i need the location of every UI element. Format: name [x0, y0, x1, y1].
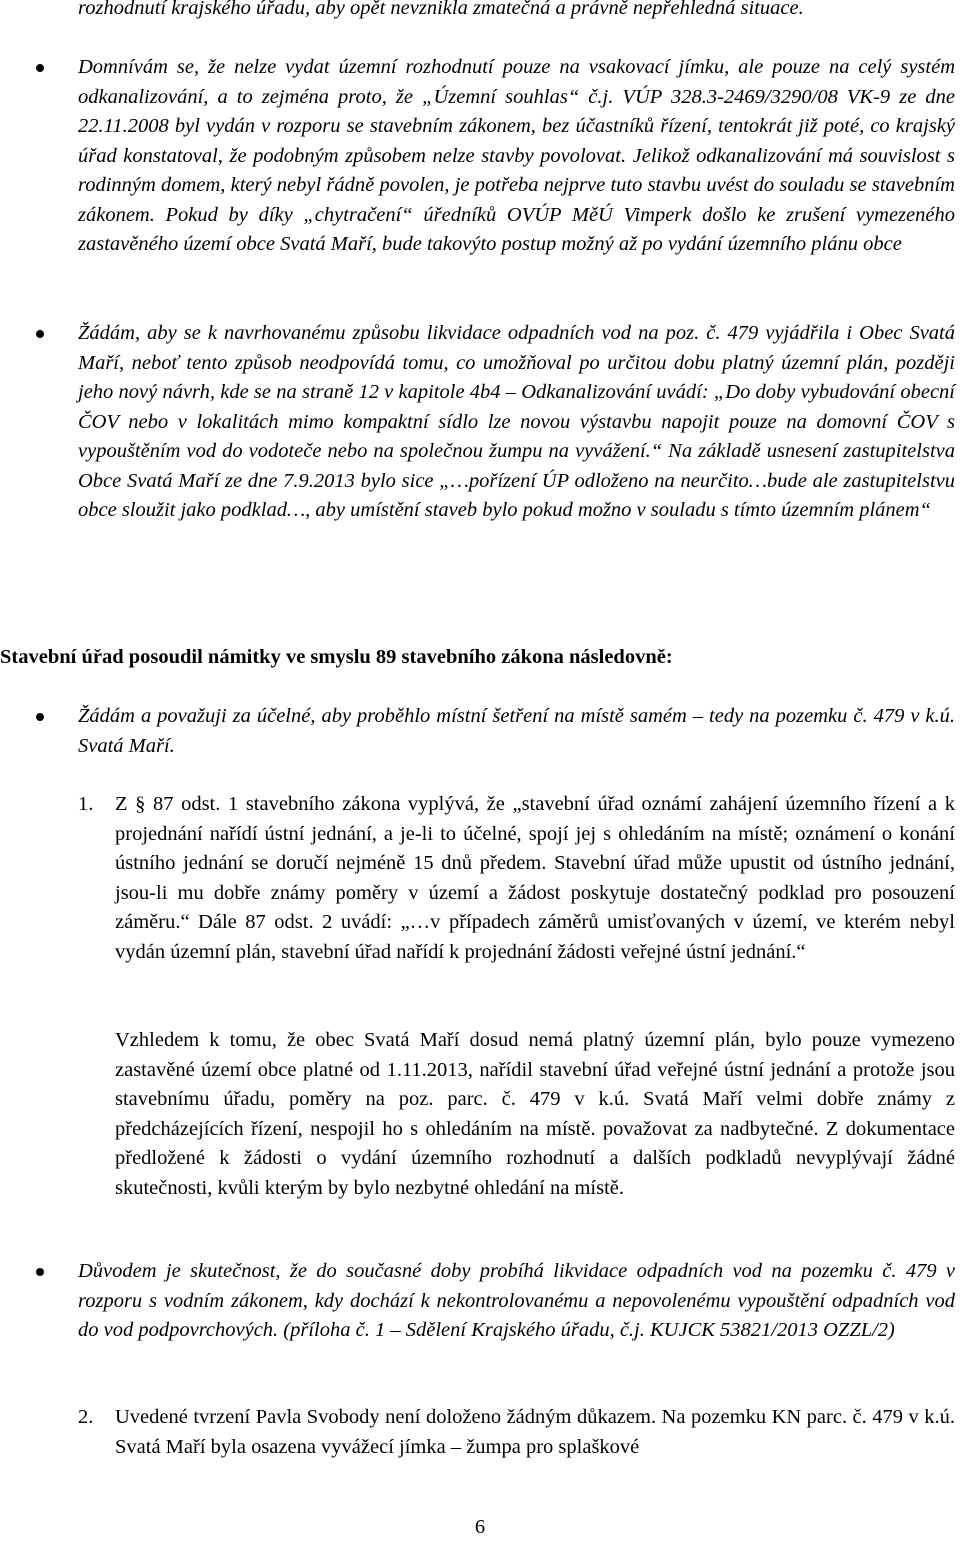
- paragraph-objection-wastewater: Důvodem je skutečnost, že do současné doby probíhá likvidace odpadních vod na pozemku č. 479 v rozporu s vodním zákonem, kdy dochází k nekontrolovanému a nepovolenému vypouštění odpadních vod do vod podpovrchových. (příloha č. 1 – Sdělení Krajského úřadu, č.j. KUJCK 53821/2013 OZZL/2): [78, 1260, 955, 1341]
- list-number: 2.: [78, 1406, 94, 1428]
- bullet-icon: [36, 330, 44, 338]
- paragraph-objection-municipality: Žádám, aby se k navrhovanému způsobu likvidace odpadních vod na poz. č. 479 vyjádřila i Obec Svatá Maří, neboť tento způsob neodpovídá tomu, co umožňoval po určitou dobu platný územní plán, později jeho nový návrh, kde se na straně 12 v kapitole 4b4 – Odkanalizování uvádí: „Do doby vybudování obecní ČOV nebo v lokalitách mimo kompaktní sídlo lze novou výstavbu napojit pouze na domovní ČOV s vypouštěním vod do vodoteče nebo na společnou žumpu na vyvážení.“ Na základě usnesení zastupitelstva Obce Svatá Maří ze dne 7.9.2013 bylo sice „…pořízení ÚP odloženo na neurčito…bude ale zastupitelstvu obce sloužit jako podklad…, aby umístění staveb bylo pokud možno v souladu s tímto územním plánem“: [78, 322, 955, 521]
- bullet-icon: [36, 64, 44, 72]
- paragraph-continuation: rozhodnutí krajského úřadu, aby opět nevznikla zmatečná a právně nepřehledná situace.: [78, 0, 804, 19]
- bullet-icon: [36, 1268, 44, 1276]
- paragraph-objection-drainage: Domnívám se, že nelze vydat územní rozhodnutí pouze na vsakovací jímku, ale pouze na celý systém odkanalizování, a to zejména proto, že „Územní souhlas“ č.j. VÚP 328.3-2469/3290/08 VK-9 ze dne 22.11.2008 byl vydán v rozporu se stavebním zákonem, bez účastníků řízení, tentokrát již poté, co krajský úřad konstatoval, že podobným způsobem nelze stavby povolovat. Jelikož odkanalizování má souvislost s rodinným domem, který nebyl řádně povolen, je potřeba nejprve tuto stavbu uvést do souladu se stavebním zákonem. Pokud by díky „chytračení“ úředníků OVÚP MěÚ Vimperk došlo ke zrušení vymezeného zastavěného území obce Svatá Maří, bude takovýto postup možný až po vydání územního plánu obce: [78, 56, 955, 255]
- page-number: 6: [474, 1516, 486, 1538]
- bullet-icon: [36, 713, 44, 721]
- paragraph-response-1-continued: Vzhledem k tomu, že obec Svatá Maří dosud nemá platný územní plán, bylo pouze vymezeno zastavěné území obce platné od 1.11.2013, nařídil stavební úřad veřejné ústní jednání a protože jsou stavebnímu úřadu, poměry na poz. parc. č. 479 v k.ú. Svatá Maří velmi dobře známy z předcházejících řízení, nespojil ho s ohledáním na místě. považovat za nadbytečné. Z dokumentace předložené k žádosti o vydání územního rozhodnutí a dalších podkladů nevyplývají žádné skutečnosti, kvůli kterým by bylo nezbytné ohledání na místě.: [115, 1029, 955, 1199]
- paragraph-response-1: Z § 87 odst. 1 stavebního zákona vyplývá, že „stavební úřad oznámí zahájení územního řízení a k projednání nařídí ústní jednání, a je-li to účelné, spojí jej s ohledáním na místě; oznámení o konání ústního jednání se doručí nejméně 15 dnů předem. Stavební úřad může upustit od ústního jednání, jsou-li mu dobře známy poměry v území a žádost poskytuje dostatečný podklad pro posouzení záměru.“ Dále 87 odst. 2 uvádí: „…v případech záměrů umisťovaných v území, ve kterém nebyl vydán územní plán, stavební úřad nařídí k projednání žádosti veřejné ústní jednání.“: [115, 793, 955, 963]
- paragraph-objection-inspection: Žádám a považuji za účelné, aby proběhlo místní šetření na místě samém – tedy na pozemku č. 479 v k.ú. Svatá Maří.: [78, 705, 955, 757]
- paragraph-response-2: Uvedené tvrzení Pavla Svobody není doloženo žádným důkazem. Na pozemku KN parc. č. 479 v k.ú. Svatá Maří byla osazena vyvážecí jímka – žumpa pro splaškové: [115, 1406, 955, 1458]
- section-heading: Stavební úřad posoudil námitky ve smyslu 89 stavebního zákona následovně:: [0, 646, 673, 668]
- list-number: 1.: [78, 793, 94, 815]
